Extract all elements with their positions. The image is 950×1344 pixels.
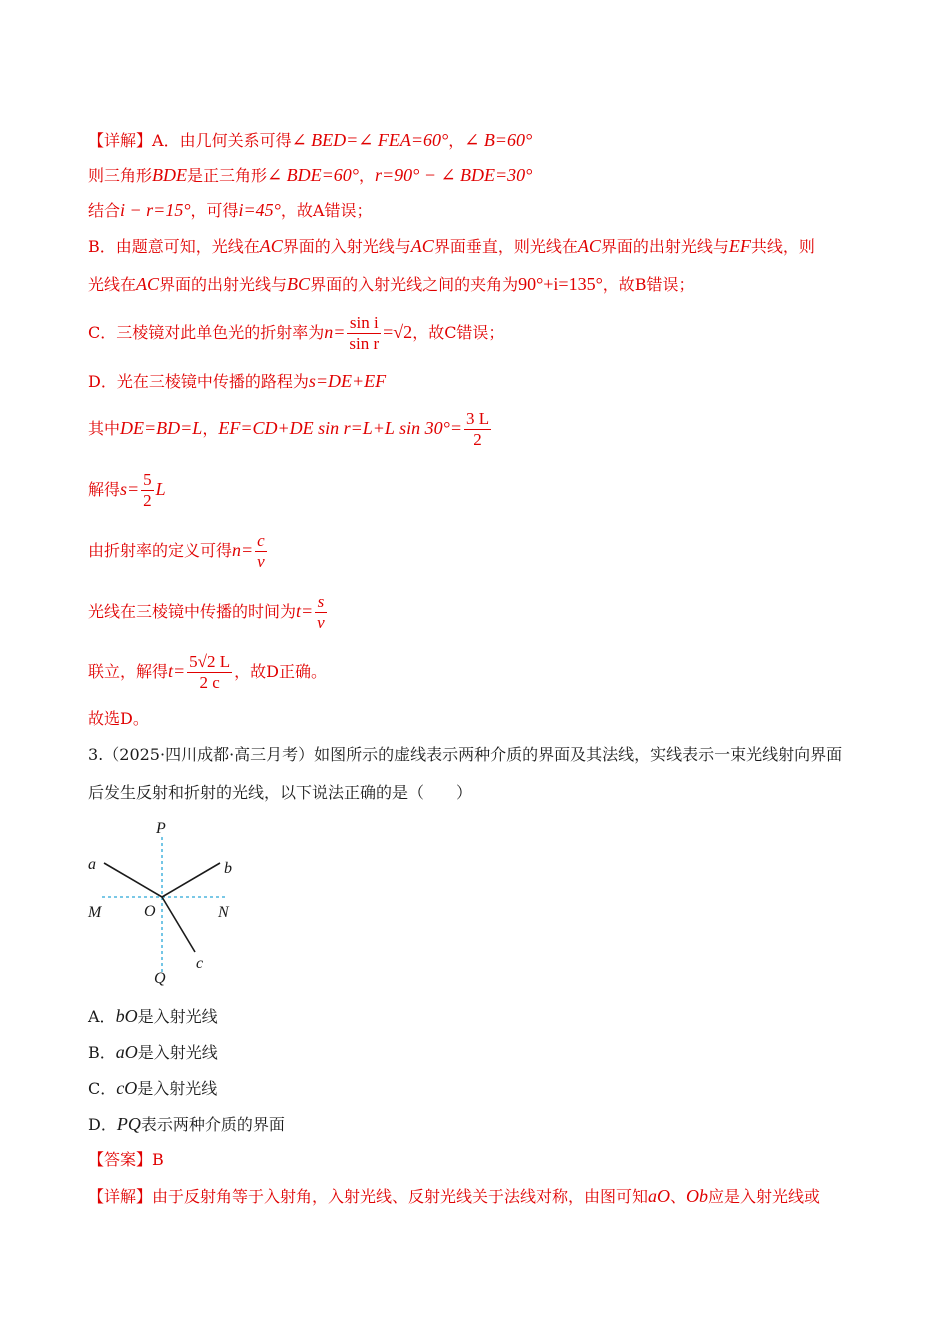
label-q: Q <box>154 970 166 987</box>
detail-line-f: 解得s= $\frac{5}{2}$ L <box>88 470 166 510</box>
ray-a <box>104 863 162 897</box>
detail-line-d: D．光在三棱镜中传播的路程为s=DE+EF <box>88 371 387 391</box>
option-c[interactable]: C．cO是入射光线 <box>88 1078 218 1098</box>
detail-tag: 【详解】 <box>88 131 153 150</box>
fraction-5-2: $\frac{5}{2}$ <box>143 470 152 510</box>
label-m: M <box>88 904 102 921</box>
label-o: O <box>144 903 156 920</box>
fraction-time: $\frac{5√2 L}{2 c}$ <box>189 652 231 692</box>
question3-stem-line1: 3.（2025·四川成都·高三月考）如图所示的虚线表示两种介质的界面及其法线，实线表示一束光线射向界面 <box>88 745 843 764</box>
fraction-s-v: $\frac{s}{v}$ <box>317 592 325 632</box>
fraction-sini-sinr: $\frac{\text{sin i}}{\text{sin r}}$ <box>349 313 380 353</box>
detail-line-k: 故选D。 <box>88 709 149 728</box>
detail-line-b1: B．由题意可知，光线在AC界面的入射光线与AC界面垂直，则光线在AC界面的出射光线与EF共线，则 <box>88 236 815 256</box>
detail-tag: 【详解】 <box>88 1187 153 1206</box>
label-b: b <box>224 860 232 877</box>
answer-tag: 【答案】 <box>88 1150 153 1169</box>
label-c: c <box>196 955 204 972</box>
label-n: N <box>218 904 229 921</box>
detail-line-2: 则三角形BDE是正三角形∠ BDE=60°，r=90° − ∠ BDE=30° <box>88 165 533 185</box>
option-b[interactable]: B．aO是入射光线 <box>88 1042 218 1062</box>
detail-line-g: 由折射率的定义可得n= $\frac{c}{v}$ <box>88 531 265 571</box>
detail-line-c: C．三棱镜对此单色光的折射率为n= $\frac{\text{sin i}}{\text{sin r}}$ =√2，故C错误； <box>88 313 505 353</box>
answer-line <box>88 1148 164 1172</box>
detail-line-e: 其中DE=BD=L，EF=CD+DE sin r=L+L sin 30°= $\frac{3 L}{2}$ <box>88 409 490 449</box>
detail-line-a: 【详解】A．由几何关系可得∠ BED=∠ FEA=60°，∠ B=60° <box>88 130 533 150</box>
detail-line-3: 结合i − r=15°，可得i=45°，故A错误； <box>88 200 373 220</box>
reflection-refraction-figure <box>80 815 250 995</box>
detail-line-j: 联立，解得t= $\frac{5√2 L}{2 c}$ ，故D正确。 <box>88 652 327 692</box>
ray-c <box>162 897 195 952</box>
label-p: P <box>156 820 166 837</box>
option-d[interactable]: D．PQ表示两种介质的界面 <box>88 1114 285 1134</box>
option-a[interactable]: A．bO是入射光线 <box>88 1006 218 1026</box>
detail-line-b2: 光线在AC界面的出射光线与BC界面的入射光线之间的夹角为90°+i=135°，故B错误； <box>88 274 695 294</box>
ray-b <box>162 863 220 897</box>
question3-detail-line: 【详解】由于反射角等于入射角，入射光线、反射光线关于法线对称，由图可知aO、Ob应是入射光线或 <box>88 1186 821 1206</box>
fraction-3L-2: $\frac{3 L}{2}$ <box>465 409 490 449</box>
answer-value: B <box>152 1150 164 1169</box>
fraction-c-v: $\frac{c}{v}$ <box>257 531 265 571</box>
label-a: a <box>88 856 96 873</box>
detail-line-h: 光线在三棱镜中传播的时间为t= $\frac{s}{v}$ <box>88 592 325 632</box>
question3-stem-line2: 后发生反射和折射的光线，以下说法正确的是（ ） <box>88 783 473 802</box>
